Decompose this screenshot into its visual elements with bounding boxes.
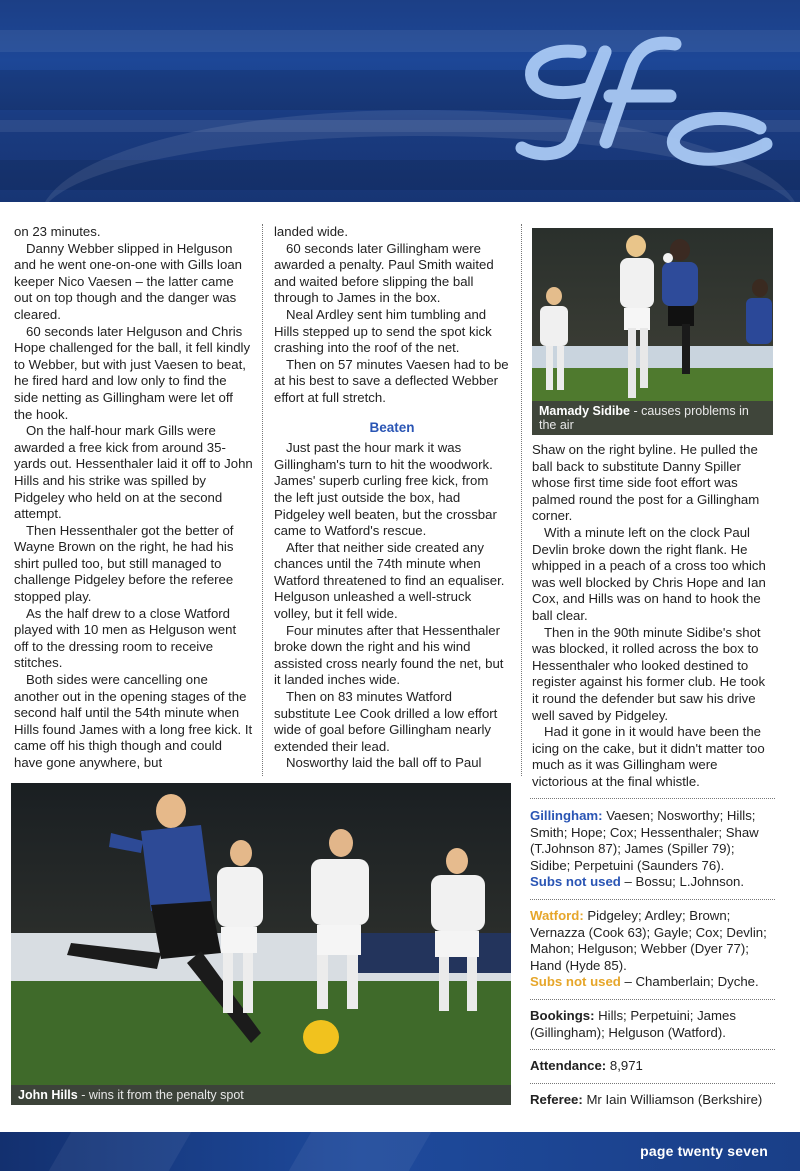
referee-label: Referee: (530, 1092, 583, 1107)
column-divider (262, 224, 263, 776)
gillingham-subs: – Bossu; L.Johnson. (620, 874, 745, 890)
gillingham-lineup (530, 808, 775, 891)
divider-line (530, 1083, 775, 1084)
article-paragraph: Four minutes after that Hessenthaler broke down the right and his wind assisted cross nearly found the net, but it landed inches wide. (274, 622, 504, 688)
gillingham-label: Gillingham: (530, 808, 603, 823)
divider-line (530, 899, 775, 900)
article-paragraph: 60 seconds later Gillingham were awarded a penalty. Paul Smith waited and waited before slipping the ball through to James in the box. (274, 240, 494, 306)
photo-caption (11, 1085, 511, 1105)
bookings (530, 1008, 775, 1041)
divider-line (530, 798, 775, 799)
article-column-2-top (274, 224, 510, 407)
article-column-1 (14, 224, 254, 772)
article-paragraph: Just past the hour mark it was Gillingham's turn to hit the woodwork. James' superb curling free kick, from the left just outside the box, had Pidgeley well beaten, but the crossbar came to Watford's rescue. (274, 440, 497, 539)
gillingham-subs-label: Subs not used (530, 874, 621, 890)
page-number: page twenty seven (640, 1143, 768, 1159)
column-divider (521, 224, 522, 776)
photo-john-hills (11, 783, 511, 1105)
attendance (530, 1058, 775, 1075)
watford-label: Watford: (530, 908, 584, 923)
article-column-2 (274, 224, 510, 772)
article-paragraph: Had it gone in it would have been the icing on the cake, but it didn't matter too much as it was Gillingham were victorious at the final whistle. (532, 724, 765, 789)
photo-mamady-sidibe (532, 228, 773, 435)
footer-stripe (49, 1132, 192, 1171)
article-column-3 (532, 442, 772, 790)
referee (530, 1092, 775, 1109)
divider-line (530, 1049, 775, 1050)
article-paragraph: Then on 83 minutes Watford substitute Lee Cook drilled a low effort wide of goal before Gillingham nearly extended their lead. (274, 689, 498, 754)
watford-lineup (530, 908, 775, 991)
article-paragraph: 60 seconds later Helguson and Chris Hope challenged for the ball, it fell kindly to Webber, but with just Vaesen to beat, he fired hard and low only to find the side netting as Gillingham were let off the hook. (14, 323, 251, 422)
bookings-text: Hills; Perpetuini; James (Gillingham); Helguson (Watford). (530, 1008, 736, 1040)
divider-line (530, 999, 775, 1000)
article-paragraph: Then in the 90th minute Sidibe's shot was blocked, it rolled across the box to Hessenthaler who looked destined to register against his former club. He took it round the defender but saw his drive well saved by Pidgeley. (532, 624, 766, 723)
article-paragraph: Shaw on the right byline. He pulled the ball back to substitute Danny Spiller whose first time side foot effort was palmed round the post for a Gillingham corner. (532, 442, 760, 524)
referee-value: Mr Iain Williamson (Berkshire) (582, 1092, 763, 1107)
article-paragraph: Then Hessenthaler got the better of Wayne Brown on the right, he had his shirt pulled too, but still managed to challenge Pidgeley before the referee stopped play. (14, 522, 234, 605)
article-column-2-bottom (274, 440, 510, 772)
article-paragraph: On the half-hour mark Gills were awarded a free kick from around 35-yards out. Hessenthaler laid it off to John Hills and his strike was spilled by Pidgeley who held on at the second attempt. (14, 423, 253, 522)
article-paragraph: With a minute left on the clock Paul Devlin broke down the right flank. He whipped in a peach of a cross too which was well blocked by Chris Hope and Ian Cox, and Hills was on hand to hook the ball clear. (532, 524, 766, 623)
article-paragraph: Nosworthy laid the ball off to Paul (286, 755, 482, 771)
article-paragraph: After that neither side created any chances until the 74th minute when Watford threatened to find an equaliser. Helguson unleashed a well-struck volley, but it fell wide. (274, 539, 505, 622)
article-paragraph: Danny Webber slipped in Helguson and he went one-on-one with Gills loan keeper Nico Vaesen – the latter came out on top though and the danger was cleared. (14, 240, 242, 322)
watford-players: Pidgeley; Ardley; Brown; Vernazza (Cook 63); Gayle; Cox; Devlin; Mahon; Helguson; Webber (Dyer 77); Hand (Hyde 85). (530, 908, 767, 973)
attendance-label: Attendance: (530, 1058, 607, 1073)
article-paragraph: As the half drew to a close Watford played with 10 men as Helguson went off to the dressing room to receive stitches. (14, 605, 237, 671)
bookings-label: Bookings: (530, 1008, 595, 1023)
footer-band (0, 1132, 800, 1171)
photo-caption (532, 401, 773, 435)
photo-scene-main (11, 783, 511, 1105)
caption-text: - causes problems in the air (539, 404, 749, 432)
watford-subs-label: Subs not used (530, 974, 621, 990)
caption-text: - wins it from the penalty spot (77, 1088, 244, 1102)
gfc-logo-icon (510, 30, 780, 170)
article-paragraph: Both sides were cancelling one another out in the opening stages of the second half until the 54th minute when Hills found James with a long free kick. It came off his thigh though and could have gone anywhere, but (14, 672, 253, 770)
caption-name: John Hills (18, 1088, 78, 1102)
footer-stripe (289, 1132, 432, 1171)
gillingham-players: Vaesen; Nosworthy; Hills; Smith; Hope; Cox; Hessenthaler; Shaw (T.Johnson 87); James (Spiller 79); Sidibe; Perpetuini (Saunders 76). (530, 808, 759, 873)
article-paragraph: Then on 57 minutes Vaesen had to be at his best to save a deflected Webber effort at full stretch. (274, 356, 509, 405)
subheading: Beaten (369, 419, 415, 435)
article-paragraph: landed wide. (274, 224, 349, 239)
watford-subs: – Chamberlain; Dyche. (620, 974, 759, 990)
article-paragraph: on 23 minutes. (14, 224, 101, 239)
header-banner (0, 0, 800, 202)
article-paragraph: Neal Ardley sent him tumbling and Hills stepped up to send the spot kick crashing into the roof of the net. (274, 306, 492, 356)
attendance-value: 8,971 (606, 1058, 643, 1073)
caption-name: Mamady Sidibe (539, 404, 630, 418)
